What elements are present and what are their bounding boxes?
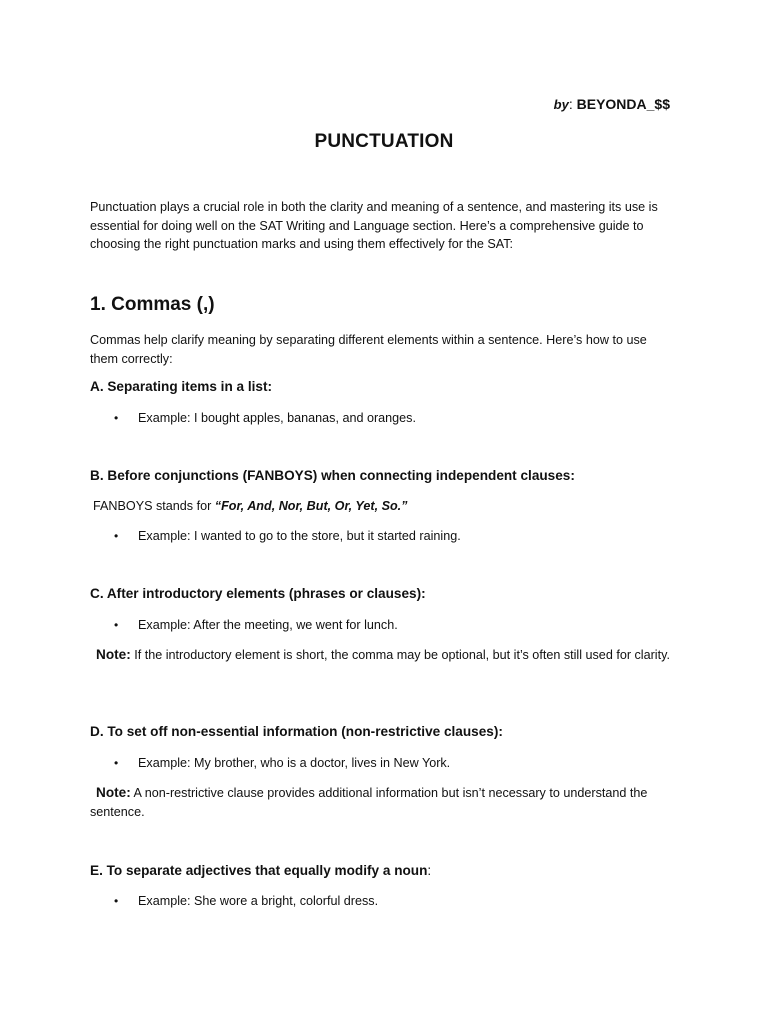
list-item	[114, 616, 398, 634]
subheading-e	[90, 863, 431, 878]
byline	[554, 96, 670, 112]
list-item	[114, 527, 461, 545]
bullet-icon: •	[114, 756, 119, 770]
bullet-icon: •	[114, 894, 119, 908]
note-text: If the introductory element is short, the comma may be optional, but it’s often still used for clarity.	[130, 648, 670, 662]
intro-paragraph: Punctuation plays a crucial role in both the clarity and meaning of a sentence, and mastering its use is essential for doing well on the SAT Writing and Language section. Here’s a comprehensive guide to choosing the right punctuation marks and using them effectively for the SAT:	[90, 200, 658, 251]
fanboys-definition	[93, 499, 407, 513]
note-text: A non-restrictive clause provides additional information but isn’t necessary to understand the sentence.	[90, 786, 648, 819]
example-a: Example: I bought apples, bananas, and oranges.	[138, 411, 416, 425]
note-label: Note:	[96, 647, 131, 662]
subheading-d: D. To set off non-essential information (non-restrictive clauses):	[90, 724, 503, 739]
bullet-icon: •	[114, 411, 119, 425]
byline-separator: :	[568, 96, 573, 112]
fanboys-prefix: FANBOYS stands for	[93, 499, 215, 513]
subheading-e-text: E. To separate adjectives that equally modify a noun	[90, 863, 428, 878]
example-b: Example: I wanted to go to the store, but it started raining.	[138, 529, 461, 543]
commas-intro-paragraph: Commas help clarify meaning by separating different elements within a sentence. Here’s how to use them correctly:	[90, 333, 647, 366]
bullet-icon: •	[114, 618, 119, 632]
example-e: Example: She wore a bright, colorful dress.	[138, 894, 379, 908]
example-c: Example: After the meeting, we went for lunch.	[138, 618, 398, 632]
note-d	[90, 784, 670, 821]
example-d: Example: My brother, who is a doctor, lives in New York.	[138, 756, 451, 770]
byline-label: by	[553, 97, 569, 112]
fanboys-words: “For, And, Nor, But, Or, Yet, So.”	[214, 499, 408, 513]
subheading-c: C. After introductory elements (phrases or clauses):	[90, 586, 426, 601]
subheading-b: B. Before conjunctions (FANBOYS) when connecting independent clauses:	[90, 468, 575, 483]
list-item	[114, 409, 416, 427]
note-label: Note:	[96, 785, 131, 800]
list-item	[114, 892, 378, 910]
subheading-e-colon: :	[427, 863, 432, 878]
list-item	[114, 754, 450, 772]
document-title: PUNCTUATION	[314, 131, 454, 152]
author-name: BEYONDA_$$	[576, 96, 670, 112]
bullet-icon: •	[114, 529, 119, 543]
section-heading-commas: 1. Commas (,)	[90, 294, 215, 315]
subheading-a: A. Separating items in a list:	[90, 379, 273, 394]
note-c	[90, 646, 670, 665]
